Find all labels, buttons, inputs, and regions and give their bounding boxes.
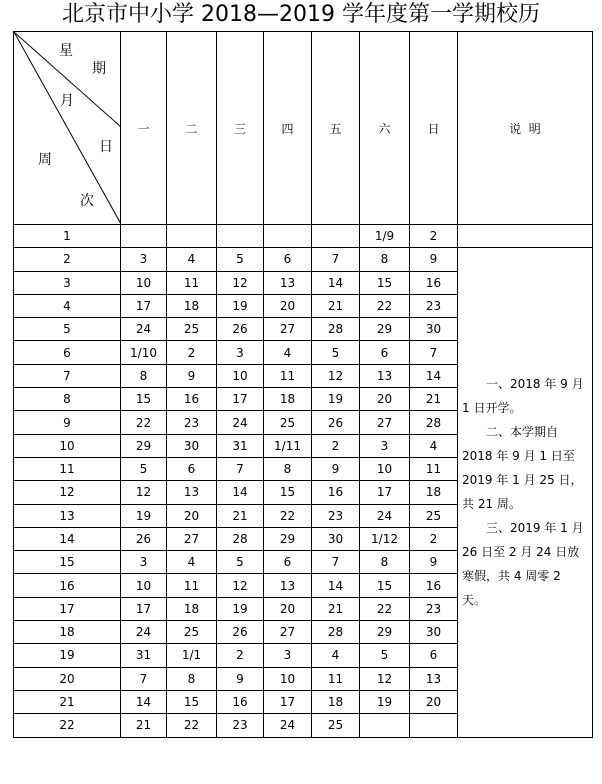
day-cell: 3: [360, 434, 410, 457]
day-cell: 13: [360, 364, 410, 387]
note-paragraph: 二、本学期自 2018 年 9 月 1 日至 2019 年 1 月 25 日，共 21 周。: [462, 425, 583, 512]
day-cell: 14: [312, 574, 360, 597]
day-cell: 19: [217, 294, 264, 317]
day-cell: 27: [264, 318, 312, 341]
week-number: 16: [14, 574, 121, 597]
day-cell: 2: [312, 434, 360, 457]
weekday-header: 六: [360, 32, 410, 225]
day-cell: 5: [121, 457, 167, 480]
day-cell: 25: [312, 714, 360, 737]
day-cell: 22: [167, 714, 217, 737]
week-row: [14, 248, 593, 271]
day-cell: 1/11: [264, 434, 312, 457]
corner-label-zhou: 周: [38, 152, 52, 168]
day-cell: 21: [410, 388, 458, 411]
day-cell: 13: [264, 271, 312, 294]
day-cell: 12: [217, 271, 264, 294]
day-cell: 13: [264, 574, 312, 597]
day-cell: 10: [121, 271, 167, 294]
week-number: 20: [14, 667, 121, 690]
corner-label-ri: 日: [99, 139, 113, 155]
week-number: 1: [14, 225, 121, 248]
day-cell: 12: [312, 364, 360, 387]
day-cell: 11: [312, 667, 360, 690]
week-number: 19: [14, 644, 121, 667]
day-cell: 14: [217, 481, 264, 504]
day-cell: 5: [360, 644, 410, 667]
weekday-header: 日: [410, 32, 458, 225]
day-cell: 26: [312, 411, 360, 434]
day-cell: 21: [217, 504, 264, 527]
day-cell: 8: [264, 457, 312, 480]
note-paragraph: 一、2018 年 9 月 1 日开学。: [462, 377, 584, 416]
day-cell: 15: [121, 388, 167, 411]
week-number: 13: [14, 504, 121, 527]
day-cell: 8: [360, 248, 410, 271]
day-cell: 15: [360, 271, 410, 294]
day-cell: 9: [410, 551, 458, 574]
day-cell: 2: [410, 225, 458, 248]
day-cell: 7: [217, 457, 264, 480]
day-cell: 11: [167, 574, 217, 597]
day-cell: 15: [167, 690, 217, 713]
day-cell: 29: [121, 434, 167, 457]
day-cell: 27: [264, 621, 312, 644]
day-cell: 26: [217, 621, 264, 644]
day-cell: 10: [121, 574, 167, 597]
day-cell: 30: [410, 318, 458, 341]
week-number: 21: [14, 690, 121, 713]
day-cell: [312, 225, 360, 248]
day-cell: 31: [217, 434, 264, 457]
week-number: 6: [14, 341, 121, 364]
day-cell: 2: [217, 644, 264, 667]
day-cell: 5: [312, 341, 360, 364]
page-title: 北京市中小学 2018—2019 学年度第一学期校历: [62, 2, 540, 27]
week-number: 17: [14, 597, 121, 620]
weekday-header: 二: [167, 32, 217, 225]
day-cell: 4: [264, 341, 312, 364]
day-cell: 3: [121, 551, 167, 574]
day-cell: 4: [167, 551, 217, 574]
day-cell: 14: [121, 690, 167, 713]
day-cell: [167, 225, 217, 248]
day-cell: 25: [167, 318, 217, 341]
week-number: 9: [14, 411, 121, 434]
day-cell: 18: [410, 481, 458, 504]
day-cell: 19: [312, 388, 360, 411]
day-cell: 20: [167, 504, 217, 527]
day-cell: 17: [121, 294, 167, 317]
day-cell: 24: [121, 621, 167, 644]
day-cell: 25: [167, 621, 217, 644]
week-number: 5: [14, 318, 121, 341]
day-cell: 5: [217, 248, 264, 271]
week-number: 2: [14, 248, 121, 271]
weekday-header: 三: [217, 32, 264, 225]
day-cell: 22: [360, 294, 410, 317]
day-cell: 18: [167, 294, 217, 317]
day-cell: 20: [410, 690, 458, 713]
day-cell: 30: [312, 527, 360, 550]
day-cell: 29: [360, 318, 410, 341]
day-cell: 15: [264, 481, 312, 504]
day-cell: 31: [121, 644, 167, 667]
day-cell: 7: [121, 667, 167, 690]
day-cell: 1/12: [360, 527, 410, 550]
day-cell: 14: [312, 271, 360, 294]
day-cell: 16: [312, 481, 360, 504]
corner-label-xing: 星: [59, 43, 73, 59]
day-cell: 8: [121, 364, 167, 387]
day-cell: 25: [264, 411, 312, 434]
day-cell: 22: [121, 411, 167, 434]
day-cell: 11: [264, 364, 312, 387]
day-cell: 25: [410, 504, 458, 527]
day-cell: 30: [410, 621, 458, 644]
week-row: [14, 225, 593, 248]
day-cell: 28: [312, 621, 360, 644]
week-number: 11: [14, 457, 121, 480]
day-cell: 17: [217, 388, 264, 411]
day-cell: 22: [360, 597, 410, 620]
day-cell: 21: [121, 714, 167, 737]
day-cell: 19: [360, 690, 410, 713]
day-cell: 6: [167, 457, 217, 480]
day-cell: 16: [410, 271, 458, 294]
day-cell: 4: [167, 248, 217, 271]
day-cell: 20: [264, 597, 312, 620]
notes-header: 说 明: [458, 32, 593, 225]
day-cell: 7: [312, 248, 360, 271]
day-cell: 1/1: [167, 644, 217, 667]
weekday-header: 一: [121, 32, 167, 225]
day-cell: 28: [410, 411, 458, 434]
day-cell: 18: [167, 597, 217, 620]
corner-label-qi: 期: [92, 61, 106, 77]
day-cell: 28: [217, 527, 264, 550]
day-cell: 29: [360, 621, 410, 644]
day-cell: 24: [360, 504, 410, 527]
day-cell: 13: [410, 667, 458, 690]
day-cell: 22: [264, 504, 312, 527]
weekday-header: 四: [264, 32, 312, 225]
weekday-header: 五: [312, 32, 360, 225]
day-cell: 10: [217, 364, 264, 387]
day-cell: 20: [264, 294, 312, 317]
day-cell: 8: [360, 551, 410, 574]
day-cell: 2: [410, 527, 458, 550]
day-cell: 1/9: [360, 225, 410, 248]
notes-cell: [458, 248, 593, 737]
day-cell: 2: [167, 341, 217, 364]
day-cell: 26: [217, 318, 264, 341]
corner-label-yue: 月: [60, 93, 74, 109]
day-cell: 21: [312, 597, 360, 620]
day-cell: 11: [410, 457, 458, 480]
day-cell: 24: [121, 318, 167, 341]
day-cell: 8: [167, 667, 217, 690]
notes-cell-top: [458, 225, 593, 248]
day-cell: [121, 225, 167, 248]
week-number: 18: [14, 621, 121, 644]
header-row: [14, 32, 593, 225]
week-number: 7: [14, 364, 121, 387]
day-cell: [410, 714, 458, 737]
day-cell: 24: [217, 411, 264, 434]
day-cell: 18: [264, 388, 312, 411]
day-cell: 1/10: [121, 341, 167, 364]
day-cell: 26: [121, 527, 167, 550]
note-paragraph: 三、2019 年 1 月 26 日至 2 月 24 日放寒假，共 4 周零 2 天。: [462, 521, 584, 608]
day-cell: 18: [312, 690, 360, 713]
week-number: 4: [14, 294, 121, 317]
day-cell: 13: [167, 481, 217, 504]
week-number: 12: [14, 481, 121, 504]
day-cell: 6: [360, 341, 410, 364]
day-cell: 19: [121, 504, 167, 527]
day-cell: 11: [167, 271, 217, 294]
day-cell: 12: [217, 574, 264, 597]
day-cell: 23: [410, 294, 458, 317]
day-cell: 14: [410, 364, 458, 387]
day-cell: 21: [312, 294, 360, 317]
day-cell: 9: [312, 457, 360, 480]
day-cell: 17: [360, 481, 410, 504]
day-cell: 28: [312, 318, 360, 341]
day-cell: 16: [167, 388, 217, 411]
day-cell: 6: [264, 248, 312, 271]
day-cell: [264, 225, 312, 248]
corner-header-cell: [14, 32, 121, 225]
day-cell: 12: [360, 667, 410, 690]
day-cell: 6: [264, 551, 312, 574]
day-cell: 3: [121, 248, 167, 271]
day-cell: 5: [217, 551, 264, 574]
day-cell: 4: [312, 644, 360, 667]
day-cell: 27: [167, 527, 217, 550]
day-cell: 23: [217, 714, 264, 737]
week-number: 14: [14, 527, 121, 550]
day-cell: 17: [264, 690, 312, 713]
day-cell: 3: [217, 341, 264, 364]
day-cell: 9: [217, 667, 264, 690]
day-cell: [217, 225, 264, 248]
day-cell: 27: [360, 411, 410, 434]
day-cell: 9: [167, 364, 217, 387]
day-cell: 3: [264, 644, 312, 667]
day-cell: [360, 714, 410, 737]
day-cell: 16: [217, 690, 264, 713]
week-number: 3: [14, 271, 121, 294]
day-cell: 20: [360, 388, 410, 411]
day-cell: 23: [410, 597, 458, 620]
day-cell: 19: [217, 597, 264, 620]
week-number: 8: [14, 388, 121, 411]
day-cell: 16: [410, 574, 458, 597]
day-cell: 30: [167, 434, 217, 457]
day-cell: 7: [312, 551, 360, 574]
day-cell: 7: [410, 341, 458, 364]
day-cell: 6: [410, 644, 458, 667]
day-cell: 9: [410, 248, 458, 271]
day-cell: 10: [264, 667, 312, 690]
calendar-body: [14, 225, 593, 738]
week-number: 10: [14, 434, 121, 457]
day-cell: 23: [312, 504, 360, 527]
week-number: 15: [14, 551, 121, 574]
day-cell: 10: [360, 457, 410, 480]
day-cell: 15: [360, 574, 410, 597]
school-calendar-table: [13, 31, 593, 738]
day-cell: 29: [264, 527, 312, 550]
corner-label-ci: 次: [80, 193, 94, 209]
day-cell: 24: [264, 714, 312, 737]
week-number: 22: [14, 714, 121, 737]
day-cell: 17: [121, 597, 167, 620]
day-cell: 4: [410, 434, 458, 457]
day-cell: 12: [121, 481, 167, 504]
day-cell: 23: [167, 411, 217, 434]
